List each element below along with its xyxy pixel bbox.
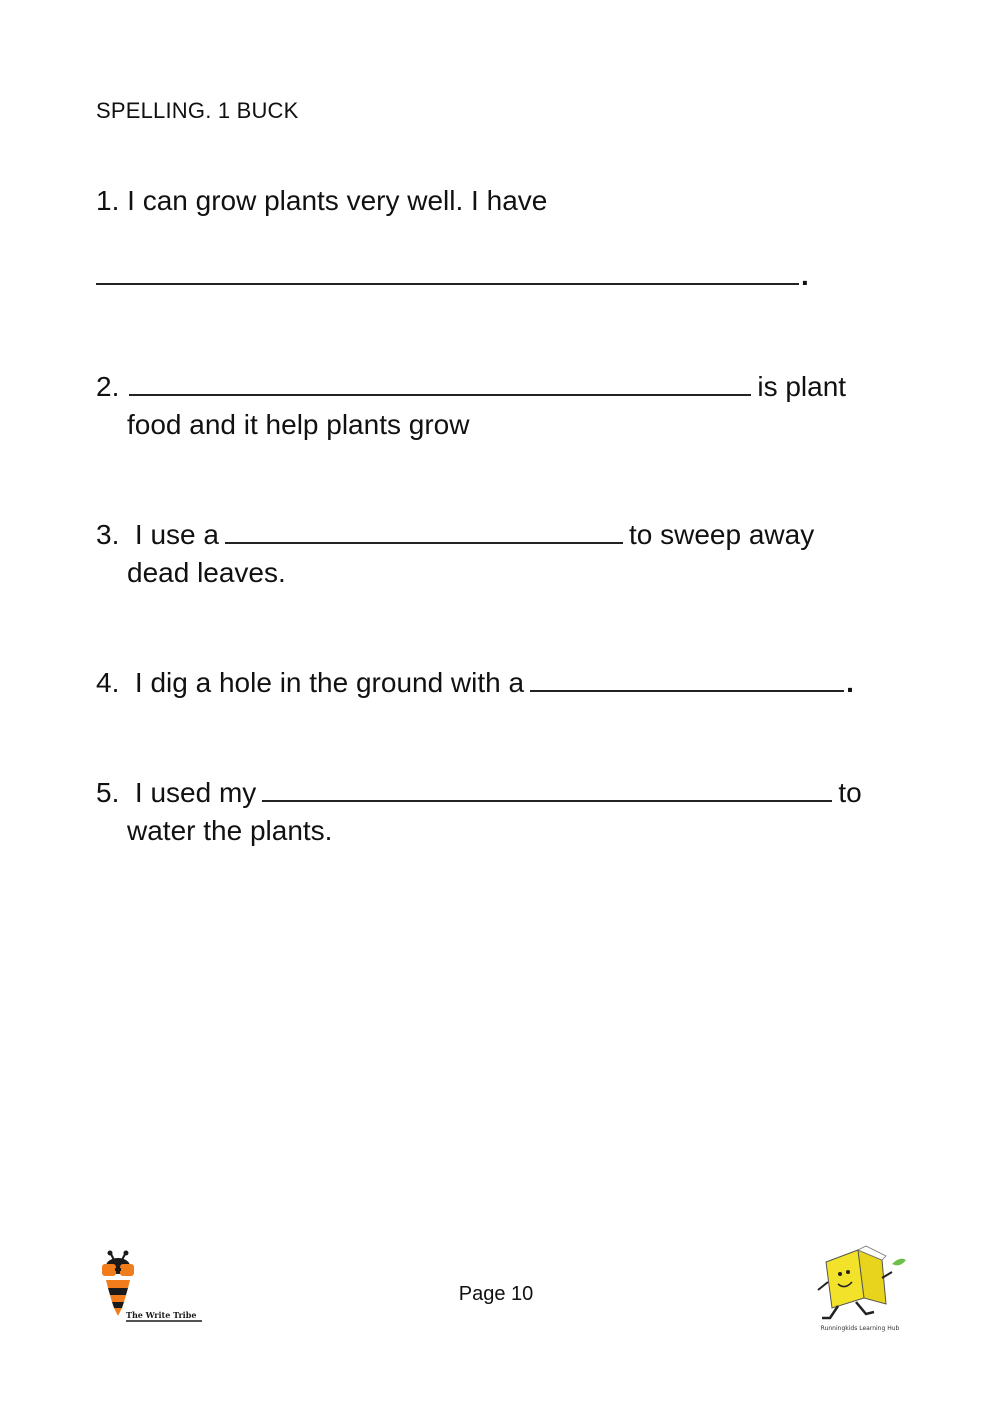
question-text: I can grow plants very well. I have [127,185,548,216]
question-number: 3. [96,519,120,550]
learning-hub-logo [808,1242,912,1342]
answer-blank-3[interactable] [225,514,623,544]
answer-blank-4[interactable] [530,662,844,692]
running-book-icon [808,1242,912,1342]
question-text-after: to sweep away [628,519,815,550]
question-end-text: . [846,667,854,698]
question-3 [96,514,814,592]
question-text: I dig a hole in the ground with a [134,667,525,698]
question-text-after: is plant [757,371,847,402]
question-text: I used my [134,777,257,808]
question-number: 2. [96,371,120,402]
question-1 [96,182,547,220]
svg-text:Runningkids Learning Hub: Runningkids Learning Hub [820,1325,900,1332]
question-number: 4. [96,667,120,698]
question-1-answer-line [96,255,809,295]
svg-text:The Write Tribe: The Write Tribe [126,1310,197,1320]
page-number: Page 10 [458,1283,534,1305]
answer-blank-2[interactable] [129,366,751,396]
question-text: I use a [134,519,219,550]
worksheet-title: SPELLING. 1 BUCK [96,98,299,123]
question-2 [96,366,846,444]
question-number: 1. [96,185,120,216]
question-number: 5. [96,777,120,808]
answer-blank-5[interactable] [262,772,832,802]
question-text-after: to [838,777,862,808]
question-continuation: food and it help plants grow [127,409,470,440]
question-continuation: water the plants. [127,815,333,846]
question-4 [96,662,854,702]
question-continuation: dead leaves. [127,557,286,588]
question-5 [96,772,862,850]
question-end-text: . [801,260,809,291]
answer-blank-1[interactable] [96,255,799,285]
